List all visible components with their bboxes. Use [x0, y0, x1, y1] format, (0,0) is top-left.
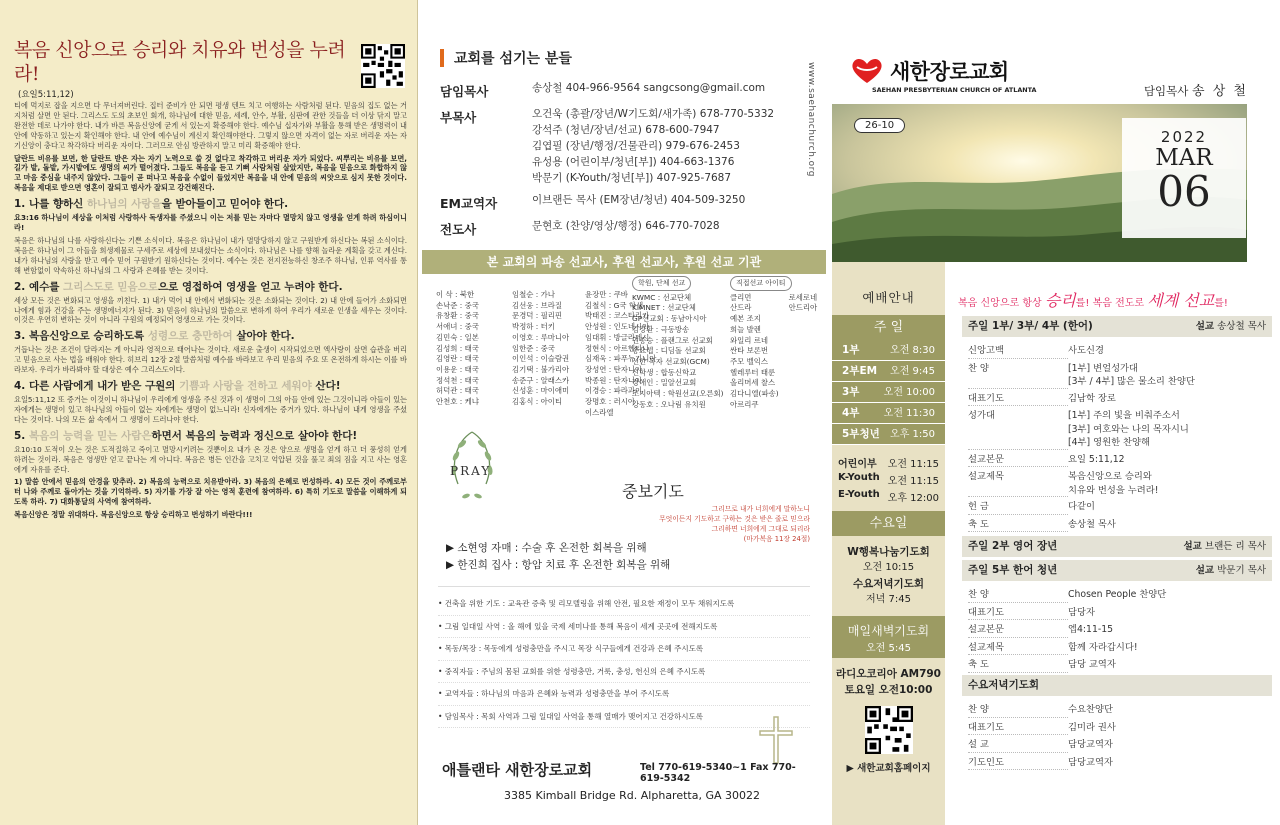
staff-contact-line: 강석주 (청년/장년/선교) 678-600-7947 — [532, 124, 720, 136]
missionary-column-1 — [436, 290, 479, 408]
sermon-panel — [0, 0, 418, 825]
order-item-line: 김남학 장로 — [1068, 392, 1116, 404]
prayer-request-item: ▶ 한진희 집사 : 항암 치료 후 온전한 회복을 위해 — [446, 559, 671, 571]
order-item-label: 찬 양 — [968, 588, 1068, 603]
missionary-entry: 윤장만 : 쿠바 — [585, 290, 628, 299]
sermon-point-2-text: 세상 모든 것은 변화되고 영생을 끼친다. 1) 내가 먹어 내 안에서 변화되는 것은 소화되는 것이다. 2) 내 안에 들어가 소화되면 나에게 힘과 건강을 주는 생명에너지가 된다. 3) 믿음이 하나님의 말씀으로 변하게 하여 우리가 새로운 인생을 세우는 것이다. 이것은 우연히 변하는 것이 아니라 구원의 예정되어 영생으로 가는 것이다. — [14, 295, 407, 325]
order-item-value — [1068, 623, 1266, 638]
prayer-request-item: ▶ 소현영 자매 : 수술 후 온전한 회복을 위해 — [446, 542, 647, 554]
service-name: 2부EM — [842, 365, 878, 377]
haiti-mission-column — [730, 276, 817, 410]
service-time: 오전 11:15 — [887, 476, 939, 487]
staff-contact-line: 김엽필 (장년/행정/건물관리) 979-676-2453 — [532, 140, 740, 152]
missionary-entry: 주모 벨익스 — [730, 356, 769, 366]
order-item-value — [1068, 721, 1266, 736]
order-row — [962, 450, 1272, 468]
order-header: 주일 1부/ 3부/ 4부 (한어) 설교 송상철 목사 — [962, 316, 1272, 337]
order-item-line: 함께 자라갑시다! — [1068, 641, 1138, 653]
order-item-value — [1068, 606, 1266, 621]
prayer-topic-item: • 건축을 위한 기도 : 교육관 증축 및 리모델링을 위해 안전, 필요한 재정이 모두 채워지도록 — [438, 593, 810, 616]
order-youth-service — [962, 560, 1272, 673]
order-wednesday-service — [962, 675, 1272, 770]
service-time: 오전 10:00 — [883, 387, 935, 398]
order-item-value — [1068, 453, 1266, 468]
order-row — [962, 620, 1272, 638]
missionary-entry: 이 삭 : 북한 — [436, 290, 475, 299]
missionary-entry: 헬레루터 태룬 — [730, 367, 776, 377]
order-row — [962, 753, 1272, 771]
missionary-entry: 조지아텍 : 학원선교(오른회) — [632, 389, 724, 399]
sunday-label: 주 일 — [832, 315, 945, 340]
missionary-entry: 김다니엘(파송) — [730, 389, 779, 399]
order-item-label: 설교본문 — [968, 453, 1068, 468]
missionary-entry: 박종원 : 탄자니아 — [585, 375, 643, 385]
worship-panel — [832, 0, 1280, 825]
missionary-entry: 허덕관 : 태국 — [436, 386, 479, 396]
service-name: K-Youth — [838, 472, 880, 483]
order-item-label: 찬 양 — [968, 703, 1068, 718]
missionary-entry: 장명호 : 러시아 — [585, 397, 636, 407]
youth-service-row — [832, 488, 945, 505]
prayer-topics — [438, 586, 810, 728]
service-name: 1부 — [842, 344, 860, 356]
prayer-topic-item: • 담임목사 : 목회 사역과 그림 일대일 사역을 통해 열매가 맺어지고 건강하시도록 — [438, 706, 810, 729]
order-item-value — [1068, 703, 1266, 718]
sermon-reference: (요일5:11,12) — [18, 90, 74, 100]
order-item-line: [4부] 영원한 찬양해 — [1068, 437, 1150, 448]
missionary-entry: 임한준 : 중국 — [512, 343, 555, 353]
qr-code-icon — [361, 44, 405, 88]
order-row — [962, 700, 1272, 718]
order-item-label: 찬 양 — [968, 362, 1068, 389]
missionary-entry: 박정하 : 터키 — [512, 322, 555, 332]
order-item-line: 수요찬양단 — [1068, 704, 1113, 715]
staff-contact-line: 오건욱 (총괄/장년/W기도회/새가족) 678-770-5332 — [532, 108, 775, 120]
sermon-point-1: 1. 나를 향하신 하나님의 사랑을을 받아들이고 믿어야 한다. — [14, 198, 289, 211]
sermon-closing: 복음신앙은 정말 위대하다. 복음신앙으로 항상 승리하고 번성하기 바란다!!! — [14, 510, 253, 520]
date-month: MAR — [1155, 145, 1213, 171]
wednesday-prayer-1: W행복나눔기도회 — [847, 546, 930, 558]
staff-contact-line: 박문기 (K-Youth/청년[부]) 407-925-7687 — [532, 172, 732, 184]
service-time: 오후 1:50 — [890, 429, 935, 440]
order-item-line: 담당자 — [1068, 606, 1095, 618]
staff-contacts — [532, 218, 720, 238]
missionary-entry: 산드라 — [730, 303, 752, 313]
order-row — [962, 585, 1272, 603]
order-row — [962, 638, 1272, 656]
order-row — [962, 467, 1272, 497]
staff-contact-line: 송상철 404-966-9564 sangcsong@gmail.com — [532, 82, 766, 94]
order-row — [962, 718, 1272, 736]
staff-row — [422, 192, 826, 212]
service-time-row — [832, 403, 945, 424]
date-year: 2022 — [1160, 128, 1208, 146]
sermon-intro-bold: 달란트 비유를 보면, 한 달란트 받은 자는 자기 노력으로 쓸 것 없다고 착각하고 버리운 자가 되었다. 씨뿌리는 비유를 보면, 길가 밭, 돌밭, 가시밭에도 생명의 씨가 떨어졌다. 그들도 복음을 듣고 기뻐 사람처럼 살았지만, 복음을 믿음으로 화합하지 않고 마음 중심을 내주지 않았다. 그들이 곧 떠나고 복음을 수없이 들었지만 복음을 내 안에 믿음의 씨앗으로 심지 못한 것이다. 복음을 제대로 받으면 영혼이 잘되고 범사가 잘되고 강건해진다. — [14, 153, 407, 193]
order-row — [962, 406, 1272, 450]
accent-bar — [440, 49, 444, 67]
order-item-line: 담당 교역자 — [1068, 659, 1116, 670]
missionary-entry: 선한 목자 선교회(GCM) — [632, 356, 710, 366]
missionary-column-2 — [512, 290, 569, 408]
staff-contacts — [532, 106, 774, 186]
order-row — [962, 497, 1272, 515]
missionary-entry: 예본 조지 — [730, 314, 761, 324]
service-name: E-Youth — [838, 489, 880, 500]
sermon-point-5-text: 요10:10 도적이 오는 것은 도적질하고 죽이고 멸망시키려는 것뿐이요 내가 온 것은 양으로 생명을 얻게 하고 더 풍성히 얻게 하려는 것이라. 복음은 영생만 얻고 끝나는 게 아니다. 복음은 병든 인간을 고치고 억압된 것을 풀고 죄의 짐을 지고 사는 영혼에게 자유를 준다. — [14, 444, 407, 474]
sermon-point-3-text: 거듭나는 것은 조건이 달라지는 게 아니라 영적으로 태어나는 것이다. 새로운 출생이 시작되었으면 엑사랑이 살면 습관을 버리고 믿음으로 사는 법을 배워야 한다. 히브리 12장 2절 말씀처럼 예수를 바라보고 우리 믿음의 주요 또 온전하게 하시는 이를 바라보자. 우리가 바라봐야 할 대상은 예수 그리스도이다. — [14, 345, 407, 375]
qr-code-icon[interactable] — [865, 706, 913, 754]
sermon-point-4: 4. 다른 사람에게 내가 받은 구원의 기쁨과 사랑을 전하고 세워야 산다! — [14, 380, 341, 393]
issue-number: 26-10 — [854, 118, 905, 133]
church-slogan: 복음 신앙으로 항상 승리를! 복음 전도로 세계 선교를! — [958, 291, 1228, 310]
missionary-entry: 이영호 : 루마니아 — [512, 332, 570, 342]
missionary-entry: 김기택 : 불가리아 — [512, 364, 570, 374]
missionary-entry: 올리머세 찰스 — [730, 378, 776, 388]
order-item-line: [3부 / 4부] 많은 물소리 찬양단 — [1068, 376, 1195, 387]
church-phone: Tel 770-619-5340~1 Fax 770-619-5342 — [640, 762, 796, 784]
order-row — [962, 341, 1272, 359]
order-item-label: 대표기도 — [968, 606, 1068, 621]
sermon-point-2: 2. 예수를 그리스도로 믿음으로으로 영접하여 영생을 얻고 누려야 한다. — [14, 280, 343, 293]
homepage-link[interactable]: ▶ 새한교회홈페이지 — [846, 763, 931, 774]
heart-logo-icon — [850, 57, 884, 85]
service-time-row — [832, 382, 945, 403]
missionary-entry: 신성훈 : 마이애미 — [512, 386, 570, 396]
order-item-label: 기도인도 — [968, 756, 1068, 771]
missionary-entry: 장애인 : 밀알선교회 — [632, 378, 697, 388]
order-item-label: 축 도 — [968, 658, 1068, 673]
order-item-line: 담당교역자 — [1068, 756, 1113, 768]
prayer-topic-item: • 그림 일대일 사역 : 올 해에 있을 국제 세미나를 통해 복음이 세계 곳곳에 전해지도록 — [438, 616, 810, 639]
missionary-entry: 아르리쿠 — [730, 399, 759, 409]
missionary-entry: 신학생 : 합동신학교 — [632, 367, 697, 377]
missionary-entry: 김장환 : 극동방송 — [632, 324, 690, 334]
order-item-value — [1068, 392, 1266, 407]
service-name: 5부청년 — [842, 428, 880, 440]
missionary-entry: 유창환 : 중국 — [436, 311, 479, 321]
prayer-verse-line: 그리므로 내가 너희에게 말하노니 — [711, 505, 810, 513]
missionary-entry: 손낙준 : 중국 — [436, 300, 479, 310]
staff-row — [422, 80, 826, 100]
order-item-line: 김미라 권사 — [1068, 721, 1116, 733]
missionary-entry: 송준구 : 알래스카 — [512, 375, 570, 385]
staff-row — [422, 218, 826, 238]
church-name-english: SAEHAN PRESBYTERIAN CHURCH OF ATLANTA — [872, 86, 1037, 94]
missionary-entry: 김철식 : G국 학생 — [585, 300, 644, 310]
order-item-line: 복음신앙으로 승리와 — [1068, 471, 1152, 482]
order-item-line: 담당교역자 — [1068, 739, 1113, 750]
dawn-prayer: 매일새벽기도회 — [847, 624, 930, 638]
missionary-entry: 김영란 : 태국 — [436, 354, 479, 364]
service-name: 어린이부 — [838, 459, 877, 470]
order-item-value — [1068, 409, 1266, 450]
order-item-label: 설교제목 — [968, 470, 1068, 497]
date-box — [1122, 118, 1246, 238]
missionary-entry: 이스라엘 — [585, 407, 614, 417]
missionary-entry: 이경승 : 파라과이 — [585, 386, 643, 396]
radio-broadcast: 라디오코리아 AM790 — [835, 668, 941, 680]
church-info-panel — [422, 0, 826, 825]
missionary-entry: 강동호 : 오나림 유치원 — [632, 399, 706, 409]
order-row — [962, 735, 1272, 753]
order-row — [962, 359, 1272, 389]
order-item-line: 엡4:11-15 — [1068, 624, 1114, 635]
missionary-entry: 임철순 : 가나 — [512, 290, 555, 299]
staff-contacts — [532, 80, 765, 100]
missionary-entry: GP선교회 : 동남아시아 — [632, 314, 707, 324]
missionary-entry: KWMC : 선교단체 — [632, 292, 692, 302]
order-item-value — [1068, 588, 1266, 603]
church-footer — [438, 745, 810, 825]
staff-contact-line: 문현호 (찬양/영상/행정) 646-770-7028 — [532, 220, 720, 232]
missionary-entry: 임대휘 : 방글라데시 — [585, 332, 650, 342]
service-name: 4부 — [842, 407, 860, 419]
staff-role: EM교역자 — [440, 196, 498, 211]
missionary-entry: 희늘 발렌 — [730, 324, 761, 334]
missionary-entry: 로세로네 — [788, 292, 818, 302]
order-item-label: 설교본문 — [968, 623, 1068, 638]
missionary-entry: 이인석 : 이슬람권 — [512, 354, 570, 364]
order-item-label: 설교제목 — [968, 641, 1068, 656]
missionary-entry: 김성희 : 태국 — [436, 343, 479, 353]
order-korean-service — [962, 316, 1272, 532]
order-item-label: 대표기도 — [968, 721, 1068, 736]
missionary-entry: 이용운 : 태국 — [436, 364, 479, 374]
haiti-mission-tag: 직접선교 아이티 — [730, 276, 792, 291]
order-item-line: 다같이 — [1068, 501, 1095, 512]
prayer-topic-item: • 교역자들 : 하나님의 마음과 은혜와 능력과 성령충만을 부어 주시도록 — [438, 683, 810, 706]
sermon-point-5-list: 1) 말씀 안에서 믿음의 안경을 맞추라. 2) 복음의 능력으로 치유받아라. 3) 복음의 은혜로 번성하라. 4) 모든 것이 주께로부터 나와 주께로 돌아가는 것을 기억하라. 5) 자기를 가장 잘 아는 영적 훈련에 참여하라. 6) 특히 기도로 말씀을 이해하게 되도록 하라. 7) 대화통달의 사역에 참여하라. — [14, 477, 407, 507]
missionary-entry: 김홍식 : 아이티 — [512, 397, 563, 407]
service-time: 오전 11:15 — [887, 459, 939, 470]
missionary-entry: 김선웅 : 브라질 — [512, 300, 563, 310]
youth-service-row — [832, 471, 945, 488]
staff-list — [422, 80, 826, 238]
order-item-label: 신앙고백 — [968, 344, 1068, 359]
service-time: 오후 12:00 — [887, 493, 939, 504]
missionary-entry: 문경덕 : 필리핀 — [512, 311, 563, 321]
order-item-line: Chosen People 찬양단 — [1068, 589, 1167, 600]
order-item-line: [1부] 변얼성가대 — [1068, 362, 1139, 374]
missionary-entry: 안천호 : 케냐 — [436, 397, 479, 407]
order-row — [962, 515, 1272, 533]
staff-role: 부목사 — [440, 110, 477, 125]
cross-icon — [756, 715, 796, 765]
missionary-entry: 안드리아 — [788, 303, 818, 313]
staff-heading: 교회를 섬기는 분들 — [422, 48, 826, 68]
senior-pastor: 담임목사 송 상 철 — [1143, 84, 1248, 99]
sermon-point-5: 5. 복음의 능력을 믿는 사람은하면서 복음의 능력과 정신으로 살아야 한다! — [14, 429, 358, 442]
missionary-entry: 심재욱 : 파푸뉴기니아 — [585, 354, 657, 364]
service-time-row — [832, 361, 945, 382]
order-item-line: 사도신경 — [1068, 345, 1104, 356]
service-time: 오전 9:45 — [890, 366, 935, 377]
order-item-value — [1068, 658, 1266, 673]
order-item-value — [1068, 738, 1266, 753]
missionary-entry: 장성연 : 탄자니아 — [585, 364, 643, 374]
missionary-entry: 송요셉 : 디딤돌 선교회 — [632, 346, 706, 356]
staff-role: 담임목사 — [440, 84, 489, 99]
church-name-korean: 새한장로교회 — [890, 60, 1009, 84]
service-time: 오전 8:30 — [890, 345, 935, 356]
missionary-entry: 권종승 : 플랜그로 선교회 — [632, 335, 713, 345]
sermon-point-3: 3. 복음신앙으로 승리하도록 성령으로 충만하여 살아야 한다. — [14, 330, 295, 343]
order-item-label: 헌 금 — [968, 500, 1068, 515]
order-item-label: 축 도 — [968, 518, 1068, 533]
worship-schedule-title: 예배안내 — [862, 290, 915, 305]
church-address: 3385 Kimball Bridge Rd. Alpharetta, GA 30022 — [504, 789, 761, 802]
prayer-requests — [422, 540, 826, 574]
service-name: 3부 — [842, 386, 860, 398]
order-item-line: 요일 5:11,12 — [1068, 453, 1125, 465]
missionary-entry: 클리먼 — [730, 292, 752, 302]
youth-service-row — [832, 454, 945, 471]
order-item-value — [1068, 344, 1266, 359]
sermon-point-4-text: 요일5:11,12 또 증거는 이것이니 하나님이 우리에게 영생을 주신 것과 이 생명이 그의 아들 안에 있는 그것이니라 아들이 있는 자에게는 생명이 있고 하나님의 아들이 없는 자에게는 생명이 없느니라! 신자에게는 증거가 있다. 하나님이 내게 영생을 주셨다는 것이다. 나의 모든 삶 속에서 그 생명이 드러나야 한다. — [14, 395, 407, 424]
mission-org-tag: 학원, 단체 선교 — [632, 276, 691, 291]
service-time-row — [832, 424, 945, 445]
sermon-intro: 티에 먹지로 잡을 지으면 다 무너져버린다. 집터 준비가 안 되면 평생 텐트 치고 여행하는 사람처럼 된다. 믿음의 집도 없는 거지처럼 살면 안 된다. 그리스도 도의 초보인 회개, 하나님에 대한 믿음, 세례, 안수, 부활, 심판에 관한 것들을 더 이상 닦지 말고 완전한 데로 나가야 한다. 내가 바른 복음신앙에 굳게 서 있는지 확증해야 한다. 예수님 십자가와 부활을 통해 받은 생명력이 내 안에 약동하고 있는지 확인해야 한다. 내 안에 예수님이 계신지 확인해야한다. 그렇지 않으면 자격이 없는 자로 버리운 자는 자기신앙이 충다고 착각하다 버리운 자이다. 그러므로 안심 방관하지 말고 미리 확증해야 한다. — [14, 101, 407, 150]
church-name: 애틀랜타 새한장로교회 — [442, 761, 593, 779]
website-url[interactable]: www.saehanchurch.org — [806, 62, 816, 177]
missionary-entry: 정현식 : 아르헨티나 — [585, 343, 650, 353]
order-header: 주일 5부 한어 청년 설교 박문기 목사 — [962, 560, 1272, 581]
order-item-line: [3부] 여호와는 나의 목자시니 — [1068, 423, 1189, 435]
staff-contact-line: 유성용 (어린이부/청년[부]) 404-663-1376 — [532, 156, 735, 168]
missionary-entry: 박태진 : 코스타리카 — [585, 311, 650, 321]
sermon-point-1-verse: 요3:16 하나님이 세상을 이처럼 사랑하사 독생자를 주셨으니 이는 저를 믿는 자마다 멸망치 않고 영생을 얻게 하려 하심이니라! — [14, 213, 407, 233]
missionary-entry: 싼타 보론번 — [730, 346, 769, 356]
missionary-entry: 김민숙 : 일본 — [436, 332, 479, 342]
church-logo — [850, 56, 1037, 94]
order-row — [962, 603, 1272, 621]
pray-badge: PRAY — [450, 464, 492, 478]
missions-heading: 본 교회의 파송 선교사, 후원 선교사, 후원 선교 기관 — [422, 250, 826, 274]
mission-org-column — [632, 276, 724, 410]
order-item-value — [1068, 518, 1266, 533]
date-day: 06 — [1157, 167, 1211, 216]
order-item-value — [1068, 500, 1266, 515]
missionary-entry: 서애녀 : 중국 — [436, 322, 479, 332]
service-time: 오전 11:30 — [883, 408, 935, 419]
missionary-entry: 와일리 르네 — [730, 335, 769, 345]
staff-contact-line: 이브랜든 목사 (EM장년/청년) 404-509-3250 — [532, 194, 746, 206]
wednesday-label: 수요일 — [832, 511, 945, 536]
missions-list — [422, 274, 826, 543]
staff-row — [422, 106, 826, 186]
order-row — [962, 389, 1272, 407]
order-item-label: 대표기도 — [968, 392, 1068, 407]
order-header: 주일 2부 영어 장년 설교 브랜든 리 목사 — [962, 536, 1272, 557]
worship-schedule: 예배안내 주 일 1부 오전 8:30 2부EM 오전 9:45 3부 오전 10:00 4부 오전 11:30 5부청년 오후 1:50 어린이부 오전 11:15 K-Youth 오전 11:15 E-Youth 오후 12:00 수요일 W행복나눔기도회 오전 10:15 수요저녁기도회 저녁 7:45 매일새벽기도회 오전 5:45 라디오코리아 AM790 토요일 오전10:00 ▶ 새한교회홈페이지 — [832, 262, 945, 825]
missionary-entry: 정석천 : 태국 — [436, 375, 479, 385]
prayer-verse-line: 무엇이든지 기도하고 구하는 것은 받은 줄로 믿으라 — [659, 515, 810, 523]
missionary-entry: KIMNET : 선교단체 — [632, 303, 696, 313]
order-item-value — [1068, 641, 1266, 656]
order-item-label: 성가대 — [968, 409, 1068, 450]
order-item-value — [1068, 756, 1266, 771]
order-item-value — [1068, 470, 1266, 497]
order-header: 수요저녁기도회 — [962, 675, 1272, 696]
order-row — [962, 655, 1272, 673]
sermon-point-1-text: 복음은 하나님의 나를 사랑하신다는 기쁜 소식이다. 복음은 하나님이 내가 멸망당하지 않고 구원받게 하신다는 복된 소식이다. 복음은 하나님이 그 아들을 희생제물로 구세주로 세상에 보내셨다는 소식이다. 하나님은 나를 향해 놀라운 계획을 갖고 계신다. 내가 하나님의 사랑을 받고 예수 믿어 구원받기 원하신다는 것이다. 예수는 것은 전지전능하신 창조주 하나님, 인류 역사를 통해 변함없이 약속하신 하나님의 그 사랑과 은혜를 받는 것이다. — [14, 235, 407, 275]
staff-role: 전도사 — [440, 222, 477, 237]
prayer-verse-line: 그리하면 너희에게 그대로 되리라 — [711, 525, 810, 533]
order-item-line: 치유와 번성을 누려라! — [1068, 484, 1159, 496]
prayer-topic-item: • 목동/목장 : 목동에게 성령충만을 주시고 목장 식구들에게 건강과 은혜 주시도록 — [438, 638, 810, 661]
order-item-label: 설 교 — [968, 738, 1068, 753]
prayer-verse-line: (마가복음 11장 24절) — [743, 535, 810, 543]
sermon-title: 복음 신앙으로 승리와 치유와 번성을 누려라! — [14, 39, 346, 85]
missionary-entry: 안성원 : 인도네시아 — [585, 322, 650, 332]
prayer-topic-item: • 중직자들 : 주님의 몸된 교회를 위한 성령충만, 거룩, 충성, 헌신의 은혜 주시도록 — [438, 661, 810, 684]
order-item-value — [1068, 362, 1266, 389]
order-english-service — [962, 536, 1272, 557]
order-item-line: [1부] 주의 빛을 비춰주소서 — [1068, 410, 1180, 421]
intercession-title: 중보기도 — [622, 482, 684, 501]
service-time-row — [832, 340, 945, 361]
wednesday-prayer-2: 수요저녁기도회 — [852, 578, 924, 590]
prayer-verse — [659, 504, 810, 544]
order-item-line: 송상철 목사 — [1068, 518, 1116, 530]
staff-contacts — [532, 192, 745, 212]
